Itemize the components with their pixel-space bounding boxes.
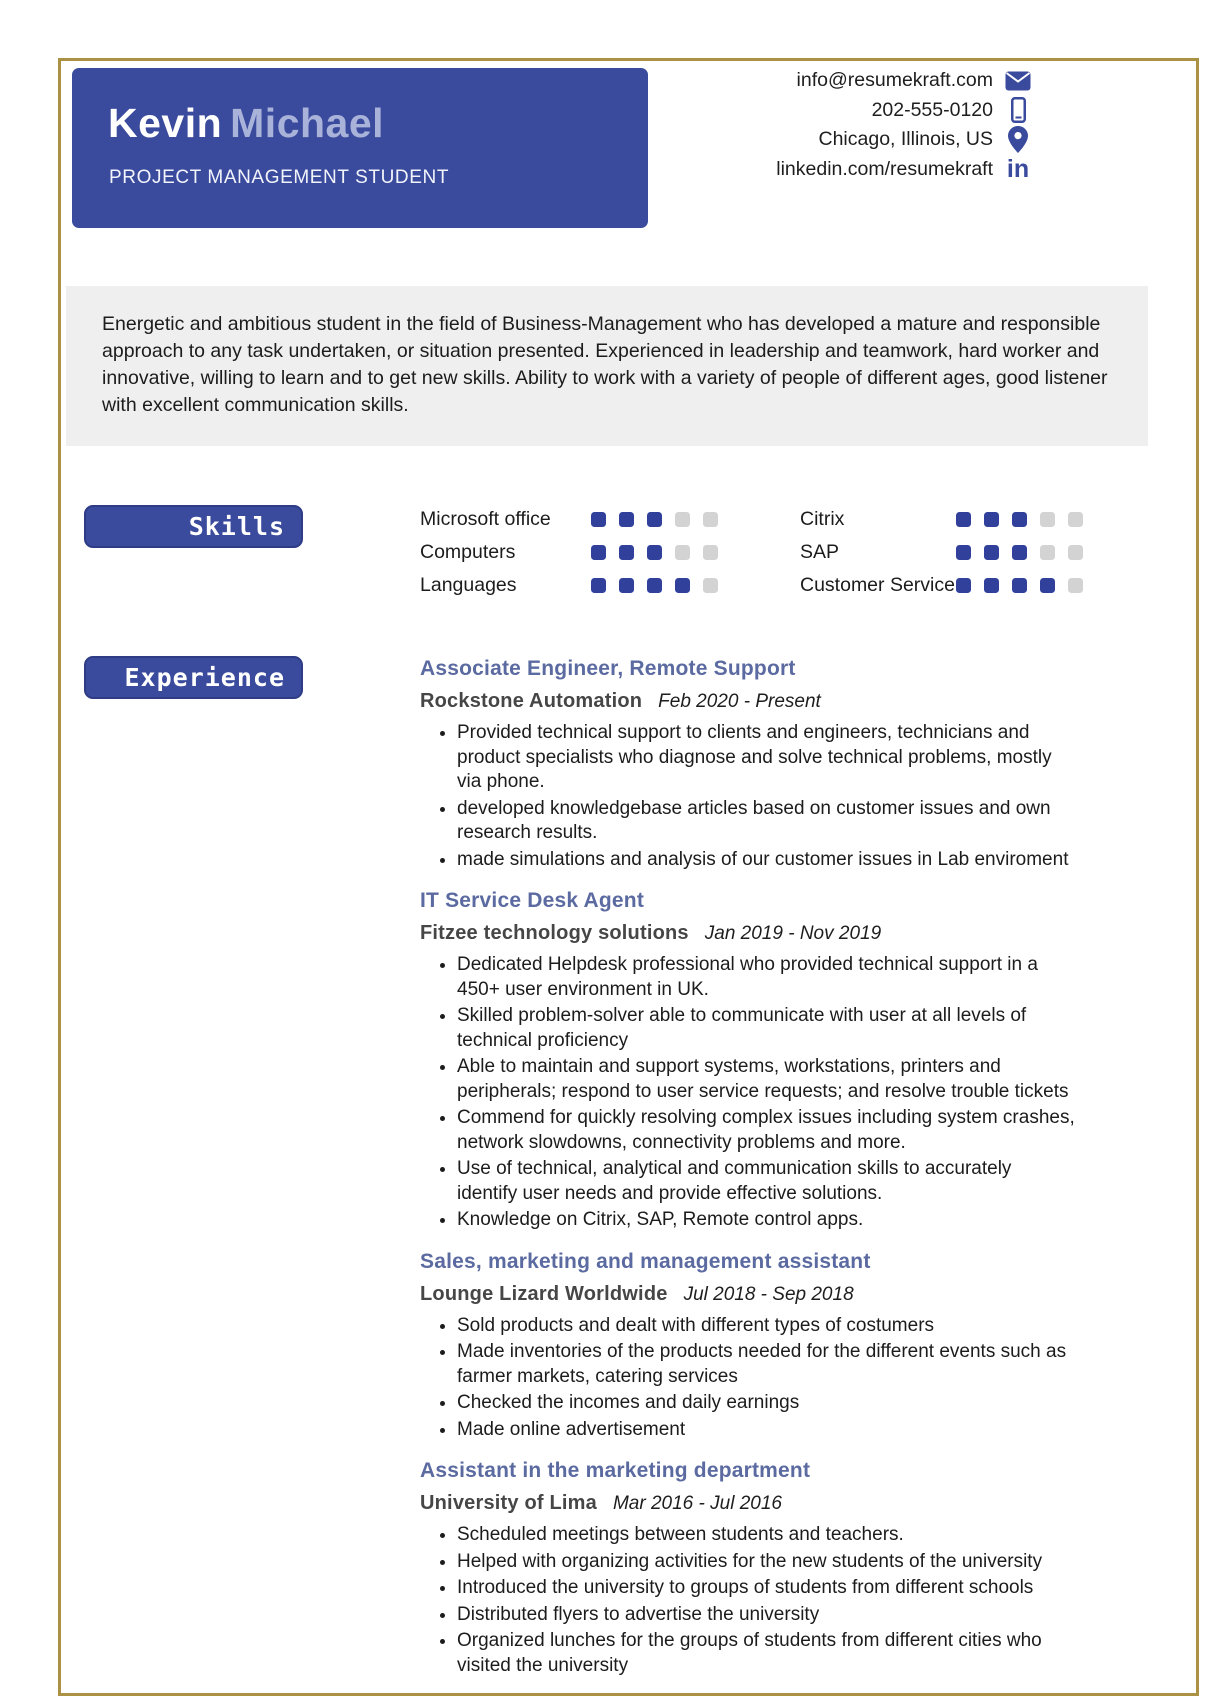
skill-level-filled-square <box>647 545 662 560</box>
skill-level-filled-square <box>591 545 606 560</box>
job-bullet: • Scheduled meetings between students and teachers. <box>457 1523 1075 1548</box>
skill-level-filled-square <box>956 578 971 593</box>
job-bullet-list <box>420 721 1075 872</box>
skills-grid <box>420 503 1090 605</box>
linkedin-icon: in <box>1006 154 1030 183</box>
job-company-line <box>420 689 1075 715</box>
skill-level-filled-square <box>591 578 606 593</box>
job-bullet: • Knowledge on Citrix, SAP, Remote control apps. <box>457 1208 1075 1233</box>
job-dates: Mar 2016 - Jul 2016 <box>612 1493 782 1514</box>
contact-block <box>776 66 1032 184</box>
skill-row <box>420 503 718 536</box>
job-bullet: • Dedicated Helpdesk professional who provided technical support in a 450+ user environment in UK. <box>457 953 1075 1002</box>
skill-level-filled-square <box>956 545 971 560</box>
job-bullet: • Made inventories of the products needed for the different events such as farmer markets, catering services <box>457 1340 1075 1389</box>
skill-name: Computers <box>420 541 516 563</box>
skill-level-empty-square <box>675 512 690 527</box>
job-bullet: • developed knowledgebase articles based on customer issues and own research results. <box>457 797 1075 846</box>
skill-level-filled-square <box>984 578 999 593</box>
job-title: Assistant in the marketing department <box>420 1459 811 1482</box>
skill-level-empty-square <box>1068 578 1083 593</box>
skill-level-filled-square <box>1012 512 1027 527</box>
mobile-phone-icon <box>1004 97 1032 123</box>
skill-level-filled-square <box>647 512 662 527</box>
skill-level-empty-square <box>1040 512 1055 527</box>
job-title: IT Service Desk Agent <box>420 889 645 912</box>
skill-level-filled-square <box>1040 578 1055 593</box>
skill-level-empty-square <box>703 512 718 527</box>
company-name: Fitzee technology solutions <box>420 922 689 944</box>
job-bullet: • Skilled problem-solver able to communicate with user at all levels of technical proficiency <box>457 1004 1075 1053</box>
job-company-line <box>420 1491 1075 1517</box>
skill-level-filled-square <box>956 512 971 527</box>
skill-level-meter <box>956 545 1083 560</box>
skill-level-filled-square <box>1012 578 1027 593</box>
company-name: Lounge Lizard Worldwide <box>420 1282 668 1305</box>
skills-section-badge <box>84 505 303 548</box>
job-bullet: • Made online advertisement <box>457 1418 1075 1443</box>
job-title: Associate Engineer, Remote Support <box>420 657 796 680</box>
job-dates: Feb 2020 - Present <box>658 691 821 712</box>
skill-level-empty-square <box>1040 545 1055 560</box>
skills-column <box>420 503 718 602</box>
experience-section-label: Experience <box>124 663 285 692</box>
skill-level-empty-square <box>1068 512 1083 527</box>
skill-level-meter <box>591 545 718 560</box>
job-bullet: • Checked the incomes and daily earnings <box>457 1391 1075 1416</box>
job-entry <box>420 1458 1075 1678</box>
job-dates: Jan 2019 - Nov 2019 <box>704 923 882 944</box>
envelope-icon <box>1004 71 1032 91</box>
job-title: Sales, marketing and management assistant <box>420 1249 871 1273</box>
contact-row <box>776 66 1032 96</box>
candidate-first-name: Kevin <box>108 100 223 146</box>
experience-section-badge <box>84 656 303 699</box>
job-bullet: • Able to maintain and support systems, workstations, printers and peripherals; respond to user service requests; and resolve trouble tickets <box>457 1055 1075 1104</box>
skill-name: Microsoft office <box>420 508 551 530</box>
skill-name: Citrix <box>800 508 845 530</box>
job-bullet: • Sold products and dealt with different types of costumers <box>457 1314 1075 1339</box>
skill-level-filled-square <box>1012 545 1027 560</box>
skill-level-filled-square <box>619 512 634 527</box>
skill-row <box>420 569 718 602</box>
job-company-line <box>420 1282 1075 1308</box>
company-name: Rockstone Automation <box>420 690 643 712</box>
job-entry <box>420 1249 1075 1443</box>
job-bullet: • Commend for quickly resolving complex issues including system crashes, network slowdowns, connectivity problems and more. <box>457 1106 1075 1155</box>
location-pin-icon <box>1004 126 1032 153</box>
skill-level-empty-square <box>1068 545 1083 560</box>
job-bullet: • made simulations and analysis of our customer issues in Lab enviroment <box>457 848 1075 873</box>
summary-text: Energetic and ambitious student in the field of Business-Management who has developed a mature and responsible approach to any task undertaken, or situation presented. Experienced in leadership and teamwork, hard worker and innovative, willing to learn and to get new skills. Ability to work with a variety of people of different ages, good listener with excellent communication skills. <box>102 313 1108 416</box>
job-bullet: • Use of technical, analytical and communication skills to accurately identify user needs and provide effective solutions. <box>457 1157 1075 1206</box>
summary-box <box>66 286 1148 446</box>
skill-level-meter <box>591 512 718 527</box>
skill-level-meter <box>956 578 1083 593</box>
skill-row <box>800 503 1083 536</box>
skill-level-filled-square <box>984 545 999 560</box>
skill-row <box>420 536 718 569</box>
skill-level-empty-square <box>703 545 718 560</box>
header-name-card <box>72 68 648 228</box>
job-bullet-list <box>420 1523 1075 1678</box>
experience-list <box>420 656 1075 1694</box>
contact-label: linkedin.com/resumekraft <box>776 157 993 180</box>
skill-level-filled-square <box>984 512 999 527</box>
skill-name: Customer Service <box>800 574 955 596</box>
job-company-line <box>420 921 1075 947</box>
skill-level-empty-square <box>675 545 690 560</box>
contact-row <box>776 125 1032 155</box>
candidate-last-name: Michael <box>230 100 385 146</box>
skills-column <box>800 503 1083 602</box>
job-bullet: • Distributed flyers to advertise the university <box>457 1603 1075 1628</box>
contact-row <box>776 96 1032 126</box>
skill-level-filled-square <box>619 578 634 593</box>
job-bullet: • Helped with organizing activities for the new students of the university <box>457 1550 1075 1575</box>
job-bullet: • Provided technical support to clients and engineers, technicians and product specialists who diagnose and solve technical problems, mostly via phone. <box>457 721 1075 795</box>
skill-level-empty-square <box>703 578 718 593</box>
contact-label: Chicago, Illinois, US <box>818 128 993 151</box>
company-name: University of Lima <box>420 1492 597 1514</box>
candidate-name <box>108 100 384 147</box>
skills-section-label: Skills <box>188 512 285 541</box>
skill-name: SAP <box>800 541 840 563</box>
skill-row <box>800 536 1083 569</box>
job-bullet-list <box>420 953 1075 1233</box>
contact-row <box>776 155 1032 185</box>
job-entry <box>420 888 1075 1233</box>
skill-level-filled-square <box>591 512 606 527</box>
skill-level-meter <box>591 578 718 593</box>
job-bullet: • Organized lunches for the groups of students from different cities who visited the university <box>457 1629 1075 1678</box>
job-bullet-list <box>420 1314 1075 1443</box>
job-bullet: • Introduced the university to groups of students from different schools <box>457 1576 1075 1601</box>
job-entry <box>420 656 1075 872</box>
skill-row <box>800 569 1083 602</box>
skill-level-filled-square <box>647 578 662 593</box>
skill-level-meter <box>956 512 1083 527</box>
contact-label: 202-555-0120 <box>871 98 993 121</box>
candidate-job-title: PROJECT MANAGEMENT STUDENT <box>109 167 450 188</box>
skill-level-filled-square <box>675 578 690 593</box>
skill-name: Languages <box>420 574 517 596</box>
skill-level-filled-square <box>619 545 634 560</box>
contact-label: info@resumekraft.com <box>796 69 993 92</box>
job-dates: Jul 2018 - Sep 2018 <box>683 1283 854 1305</box>
